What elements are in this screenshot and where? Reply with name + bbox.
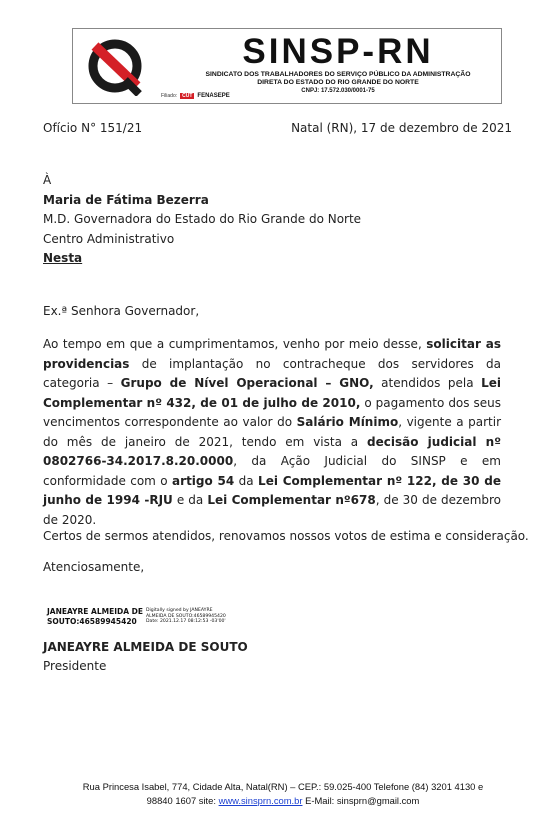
letter-date: Natal (RN), 17 de dezembro de 2021: [291, 121, 512, 135]
signer-block: [43, 638, 248, 676]
body-text: e da: [172, 493, 208, 507]
greeting: Ex.ª Senhora Governador,: [43, 304, 200, 318]
digital-signature: [47, 607, 226, 626]
body-bold: Lei Complementar nº 432, de 01 de julho de 2010,: [43, 376, 501, 410]
body-paragraph: [43, 335, 501, 530]
brand-subtitle-line1: SINDICATO DOS TRABALHADORES DO SERVIÇO PÚBLICO DA ADMINISTRAÇÃO: [205, 71, 471, 78]
regards-text: Atenciosamente,: [43, 560, 145, 574]
signature-info-line3: Date: 2021.12.17 08:12:53 -03'00': [145, 619, 226, 625]
recipient-nesta: Nesta: [43, 251, 83, 265]
body-bold: Grupo de Nível Operacional – GNO,: [120, 376, 374, 390]
signature-name-line1: JANEAYRE ALMEIDA DE: [47, 607, 143, 616]
body-bold: Lei Complementar nº 122, de 30 de junho de 1994 -RJU: [43, 473, 502, 507]
signer-role: Presidente: [43, 659, 107, 673]
body-bold: artigo 54: [172, 473, 235, 488]
body-text: o pagamento dos seus vencimentos correspondente ao valor do: [43, 395, 501, 429]
closing-text: Certos de sermos atendidos, renovamos nossos votos de estima e consideração.: [43, 529, 529, 543]
body-text: atendidos pela: [373, 376, 482, 390]
recipient-name: Maria de Fátima Bezerra: [43, 192, 209, 207]
signature-info: [146, 607, 226, 625]
fenasepe-label: FENASEPE: [197, 93, 230, 99]
body-text: Ao tempo em que a cumprimentamos, venho por meio desse,: [43, 337, 427, 351]
recipient-place: Centro Administrativo: [43, 231, 175, 246]
cut-logo: CUT: [182, 93, 193, 99]
footer-phone: 98840 1607 site:: [146, 794, 219, 806]
signature-info-line1: Digitally signed by JANEAYRE: [145, 608, 213, 613]
body-bold: solicitar as providencias: [43, 337, 501, 371]
footer-contact: [60, 794, 506, 808]
signer-name: JANEAYRE ALMEIDA DE SOUTO: [43, 640, 248, 654]
body-text: de implantação no contracheque dos servidores da categoria –: [43, 356, 501, 390]
body-bold: decisão judicial nº 0802766-34.2017.8.20.0000: [43, 434, 501, 468]
footer: [60, 780, 506, 807]
footer-address: Rua Princesa Isabel, 774, Cidade Alta, Natal(RN) – CEP.: 59.025-400 Telefone (84) 3201 4130 e: [82, 781, 484, 792]
brand-subtitle-line2: DIRETA DO ESTADO DO RIO GRANDE DO NORTE: [257, 79, 419, 86]
body-text: , da Ação Judicial do SINSP e em conformidade com o: [43, 454, 501, 488]
letterhead: [72, 28, 502, 104]
brand-title: SINSP-RN: [242, 32, 434, 71]
brand-cnpj: CNPJ: 17.572.030/0001-75: [301, 88, 375, 94]
office-reference: Ofício N° 151/21: [43, 121, 143, 135]
body-bold: Salário Mínimo: [296, 415, 399, 429]
brand-subtitle: [185, 71, 491, 87]
signature-info-line2: ALMEIDA DE SOUTO:46589945420: [145, 613, 226, 619]
recipient-to: À: [43, 173, 52, 187]
body-text: , vigente a partir do mês de janeiro de 2021, tendo em vista a: [43, 415, 501, 449]
footer-email: E-Mail: sinsprn@gmail.com: [302, 794, 420, 806]
affiliation-prefix: Filiado:: [161, 93, 178, 99]
recipient-title: M.D. Governadora do Estado do Rio Grande do Norte: [43, 212, 362, 226]
signature-name-line2: SOUTO:46589945420: [47, 616, 137, 626]
footer-site-link[interactable]: www.sinsprn.com.br: [218, 794, 303, 806]
signature-name: [47, 607, 143, 626]
body-text: da: [234, 473, 259, 488]
body-bold: Lei Complementar nº678: [207, 493, 376, 507]
sinsp-logo-icon: [85, 36, 145, 96]
recipient-block: [43, 171, 361, 269]
body-text: , de 30 de dezembro de 2020.: [43, 493, 502, 527]
